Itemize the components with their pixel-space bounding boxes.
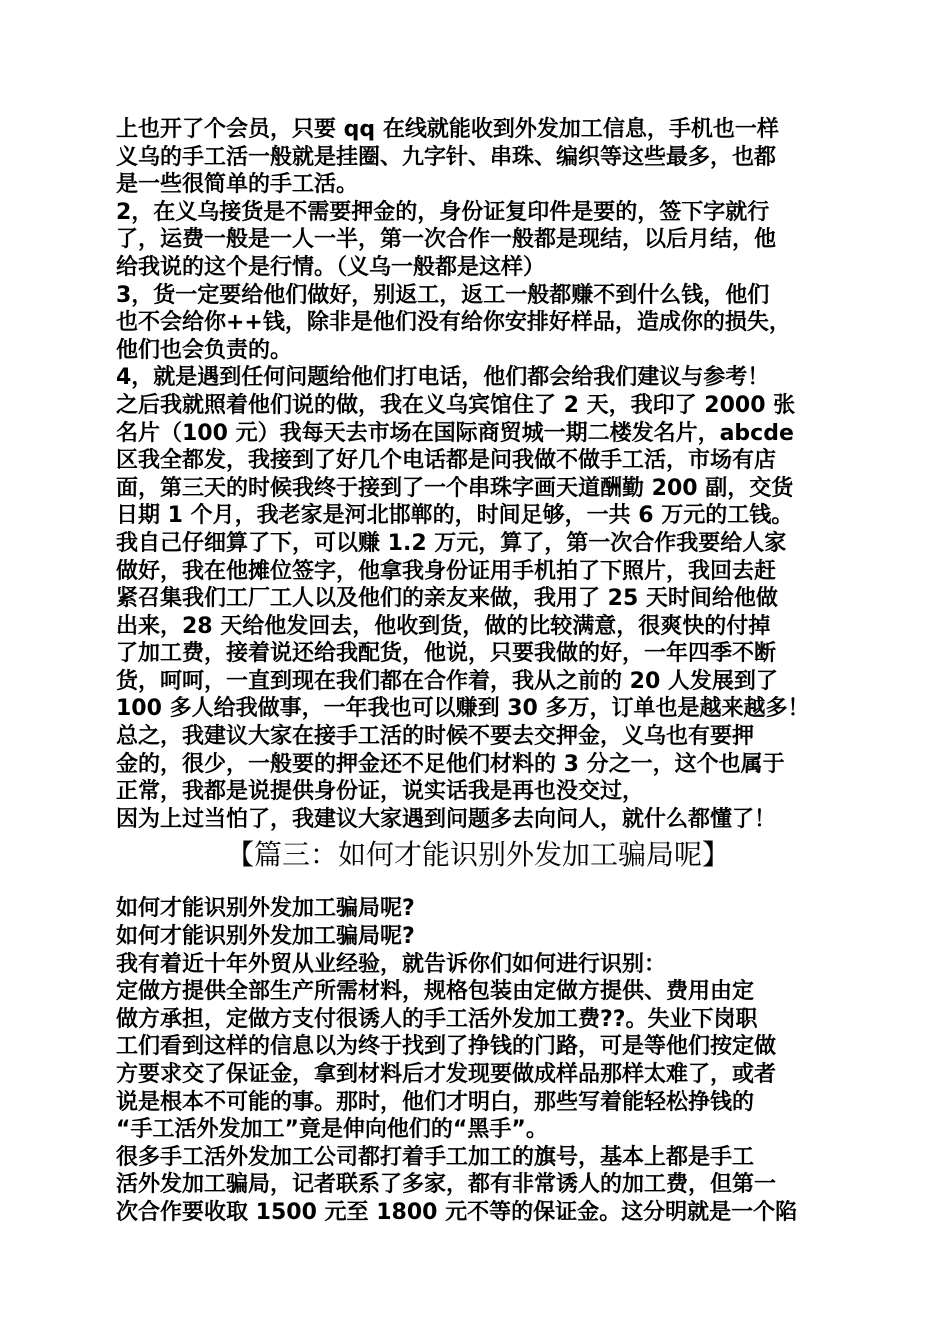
document-page <box>116 116 840 1227</box>
text-line: “手工活外发加工”竟是伸向他们的“黑手”。 <box>116 1117 548 1143</box>
text-line: 了加工费，接着说还给我配货，他说，只要我做的好，一年四季不断 <box>116 641 777 667</box>
text-line: 4，就是遇到任何问题给他们打电话，他们都会给我们建议与参考！ <box>116 365 770 391</box>
text-line: 2，在义乌接货是不需要押金的，身份证复印件是要的，签下字就行 <box>116 199 770 225</box>
text-line: 活外发加工骗局，记者联系了多家，都有非常诱人的加工费，但第一 <box>116 1172 777 1198</box>
text-line: 正常，我都是说提供身份证，说实话我是再也没交过， <box>116 779 645 805</box>
text-line: 工们看到这样的信息以为终于找到了挣钱的门路，可是等他们按定做 <box>116 1034 777 1060</box>
text-line: 货，呵呵，一直到现在我们都在合作着，我从之前的 20 人发展到了 <box>116 668 778 694</box>
text-line: 了，运费一般是一人一半，第一次合作一般都是现结，以后月结，他 <box>116 227 777 253</box>
text-line: 说是根本不可能的事。那时，他们才明白，那些写着能轻松挣钱的 <box>116 1089 755 1115</box>
text-line: 做方承担，定做方支付很诱人的手工活外发加工费??。失业下岗职 <box>116 1006 758 1032</box>
text-line: 我自己仔细算了下，可以赚 1.2 万元，算了，第一次合作我要给人家 <box>116 530 787 556</box>
text-line: 区我全都发，我接到了好几个电话都是问我做不做手工活，市场有店 <box>116 448 777 474</box>
text-line: 他们也会负责的。 <box>116 337 293 363</box>
text-line: 总之，我建议大家在接手工活的时候不要去交押金，义乌也有要押 <box>116 724 755 750</box>
text-line: 3，货一定要给他们做好，别返工，返工一般都赚不到什么钱，他们 <box>116 282 770 308</box>
text-line: 金的，很少，一般要的押金还不足他们材料的 3 分之一，这个也属于 <box>116 751 785 777</box>
text-line: 之后我就照着他们说的做，我在义乌宾馆住了 2 天，我印了 2000 张 <box>116 392 796 418</box>
text-line: 是一些很简单的手工活。 <box>116 172 359 198</box>
body-text-part2 <box>116 895 840 1226</box>
text-line: 方要求交了保证金，拿到材料后才发现要做成样品那样太难了，或者 <box>116 1062 777 1087</box>
text-line: 做好，我在他摊位签字，他拿我身份证用手机拍了下照片，我回去赶 <box>116 558 777 584</box>
body-text-part1 <box>116 116 840 833</box>
text-line: 上也开了个会员，只要 qq 在线就能收到外发加工信息，手机也一样 <box>116 117 779 142</box>
text-line: 如何才能识别外发加工骗局呢? <box>116 924 415 950</box>
text-line: 名片（100 元）我每天去市场在国际商贸城一期二楼发名片，abcde <box>116 420 794 446</box>
text-line: 给我说的这个是行情。（义乌一般都是这样） <box>116 254 546 280</box>
text-line: 100 多人给我做事，一年我也可以赚到 30 多万，订单也是越来越多！ <box>116 696 810 722</box>
text-line: 紧召集我们工厂工人以及他们的亲友来做，我用了 25 天时间给他做 <box>116 586 778 612</box>
text-line: 日期 1 个月，我老家是河北邯郸的，时间足够，一共 6 万元的工钱。 <box>116 503 794 529</box>
text-line: 很多手工活外发加工公司都打着手工加工的旗号，基本上都是手工 <box>116 1144 755 1170</box>
text-line: 如何才能识别外发加工骗局呢? <box>116 896 415 922</box>
text-line: 定做方提供全部生产所需材料，规格包装由定做方提供、费用由定 <box>116 979 755 1005</box>
text-line: 面，第三天的时候我终于接到了一个串珠字画天道酬勤 200 副，交货 <box>116 475 794 501</box>
text-line: 因为上过当怕了，我建议大家遇到问题多去向问人，就什么都懂了！ <box>116 806 777 832</box>
text-line: 义乌的手工活一般就是挂圈、九字针、串珠、编织等这些最多，也都 <box>116 144 777 170</box>
section-gap <box>116 875 840 895</box>
section-heading: 【篇三：如何才能识别外发加工骗局呢】 <box>225 838 730 872</box>
text-line: 次合作要收取 1500 元至 1800 元不等的保证金。这分明就是一个陷 <box>116 1199 798 1225</box>
text-line: 我有着近十年外贸从业经验，就告诉你们如何进行识别： <box>116 951 667 977</box>
text-line: 也不会给你++钱，除非是他们没有给你安排好样品，造成你的损失， <box>116 310 791 336</box>
text-line: 出来，28 天给他发回去，他收到货，做的比较满意，很爽快的付掉 <box>116 613 771 639</box>
